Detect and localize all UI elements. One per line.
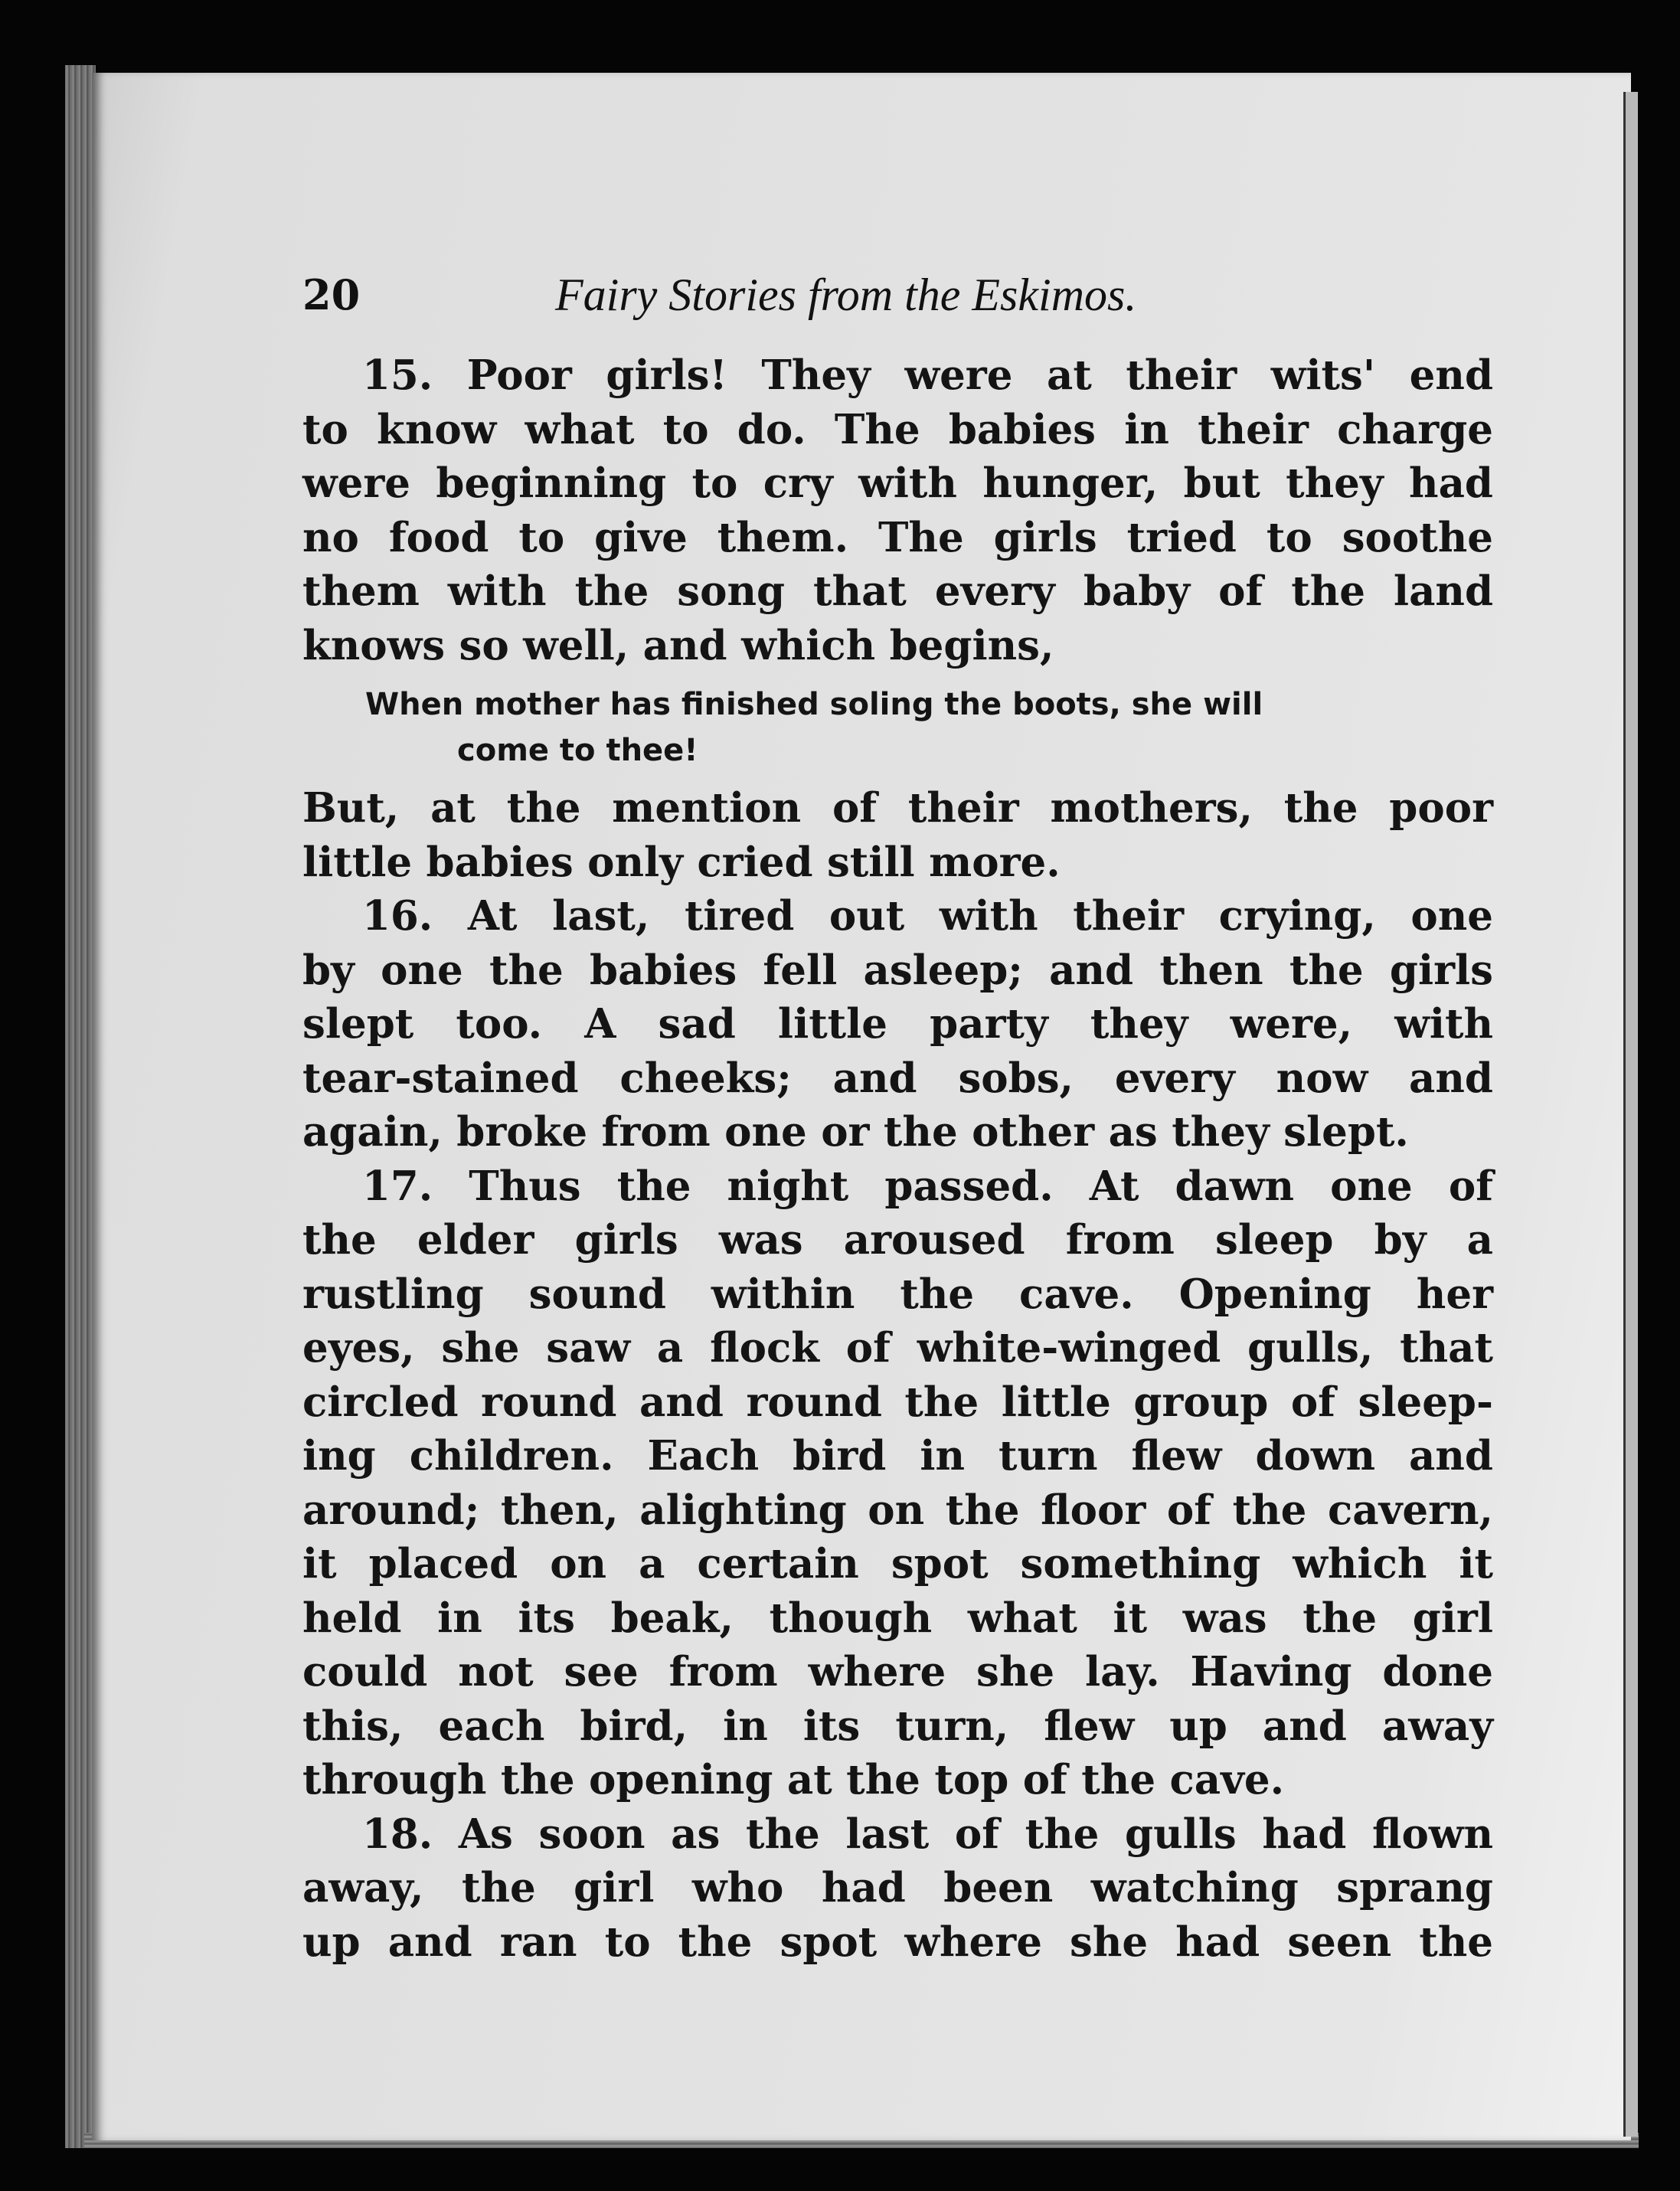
text-line: the elder girls was aroused from sleep by a (302, 1216, 1493, 1264)
text-line: rustling sound within the cave. Opening her (302, 1270, 1493, 1318)
text-line: 15. Poor girls! They were at their wits' end (362, 352, 1493, 399)
song-quote (365, 682, 1493, 773)
page-gutter-right (1623, 92, 1638, 2137)
text-line: it placed on a certain spot something which it (302, 1540, 1493, 1588)
text-line: were beginning to cry with hunger, but they had (302, 459, 1493, 507)
quote-line: come to thee! (457, 733, 698, 768)
text-line: them with the song that every baby of the land (302, 567, 1493, 615)
paragraph-17 (302, 1159, 1493, 1807)
paragraph-after-quote (302, 781, 1493, 889)
text-line: tear-stained cheeks; and sobs, every now and (302, 1054, 1493, 1102)
paragraph-16 (302, 889, 1493, 1159)
text-line: knows so well, and which begins, (302, 621, 1054, 669)
text-line: 16. At last, tired out with their crying, one (362, 892, 1493, 940)
text-line: around; then, alighting on the floor of the cavern, (302, 1486, 1493, 1534)
text-line: But, at the mention of their mothers, the poor (302, 784, 1493, 832)
running-title: Fairy Stories from the Eskimos. (555, 270, 1137, 320)
body-text (302, 348, 1493, 1969)
text-line: no food to give them. The girls tried to soothe (302, 513, 1493, 561)
text-line: could not see from where she lay. Having done (302, 1648, 1493, 1696)
text-line: ing children. Each bird in turn flew down and (302, 1432, 1493, 1480)
page-number: 20 (302, 270, 361, 319)
text-line: held in its beak, though what it was the girl (302, 1594, 1493, 1642)
page-stack-edge-left (65, 65, 96, 2148)
text-line: 17. Thus the night passed. At dawn one of (362, 1162, 1493, 1210)
text-line: up and ran to the spot where she had seen the (302, 1918, 1493, 1966)
running-header (302, 268, 1512, 322)
text-line: by one the babies fell asleep; and then the girls (302, 946, 1493, 994)
text-line: this, each bird, in its turn, flew up and away (302, 1702, 1493, 1750)
text-line: away, the girl who had been watching sprang (302, 1864, 1493, 1911)
text-line: to know what to do. The babies in their charge (302, 405, 1493, 453)
text-line: eyes, she saw a flock of white-winged gulls, that (302, 1324, 1493, 1372)
text-line: slept too. A sad little party they were, with (302, 1000, 1493, 1048)
text-line: again, broke from one or the other as they slept. (302, 1108, 1409, 1156)
text-line: 18. As soon as the last of the gulls had flown (362, 1810, 1493, 1858)
text-line: little babies only cried still more. (302, 838, 1061, 886)
paragraph-18 (302, 1807, 1493, 1970)
quote-line: When mother has finished soling the boots, she will (365, 687, 1263, 722)
paragraph-15 (302, 348, 1493, 672)
text-line: circled round and round the little group of sleep- (302, 1378, 1493, 1426)
text-line: through the opening at the top of the cave. (302, 1756, 1285, 1803)
